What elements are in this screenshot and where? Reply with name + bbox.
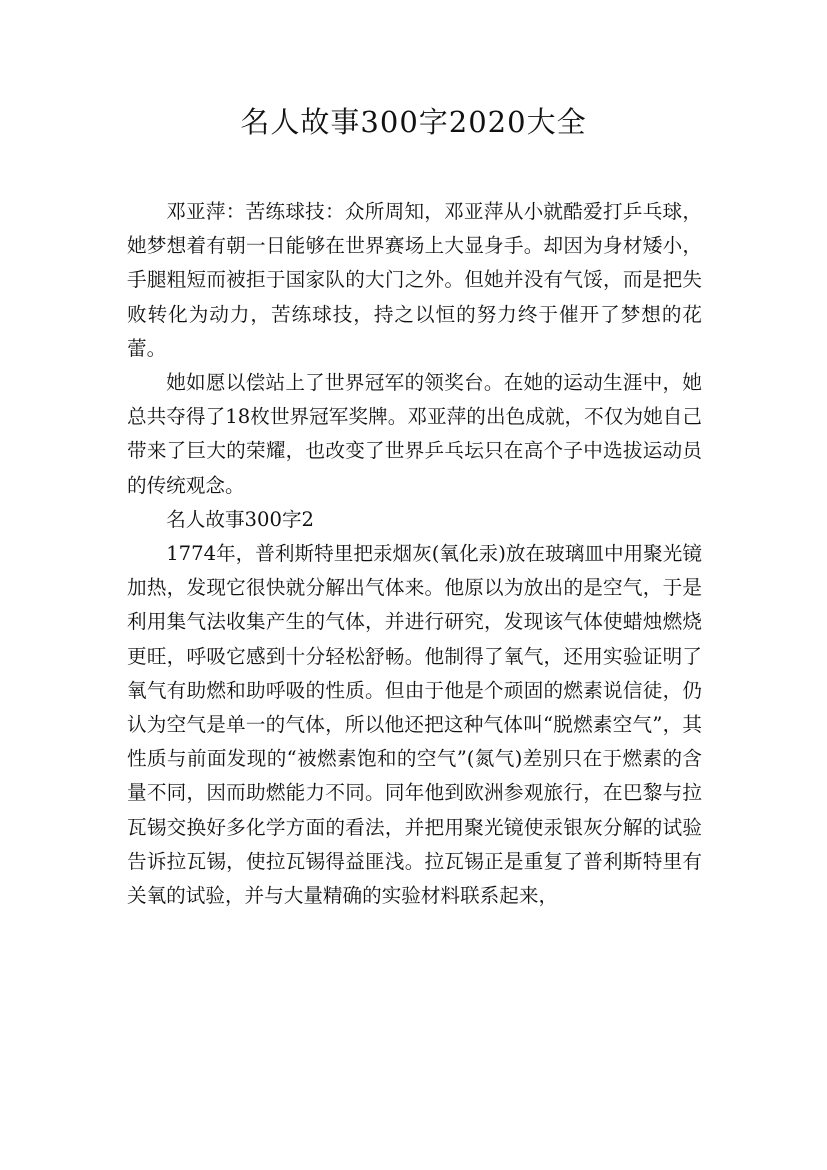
- paragraph-priestley-oxygen: 1774年，普利斯特里把汞烟灰(氧化汞)放在玻璃皿中用聚光镜加热，发现它很快就分解出气体来。他原以为放出的是空气，于是利用集气法收集产生的气体，并进行研究，发现该气体使蜡烛燃烧更旺，呼吸它感到十分轻松舒畅。他制得了氧气，还用实验证明了氧气有助燃和助呼吸的性质。但由于他是个顽固的燃素说信徒，仍认为空气是单一的气体，所以他还把这种气体叫“脱燃素空气”，其性质与前面发现的“被燃素饱和的空气”(氮气)差别只在于燃素的含量不同，因而助燃能力不同。同年他到欧洲参观旅行，在巴黎与拉瓦锡交换好多化学方面的看法，并把用聚光镜使汞银灰分解的试验告诉拉瓦锡，使拉瓦锡得益匪浅。拉瓦锡正是重复了普利斯特里有关氧的试验，并与大量精确的实验材料联系起来，: [127, 542, 702, 908]
- paragraph-deng-yaping-training: 邓亚萍：苦练球技：众所周知，邓亚萍从小就酷爱打乒乓球，她梦想着有朝一日能够在世界赛场上大显身手。却因为身材矮小，手腿粗短而被拒于国家队的大门之外。但她并没有气馁，而是把失败转化为动力，苦练球技，持之以恒的努力终于催开了梦想的花蕾。: [127, 200, 702, 360]
- document-body: [127, 195, 702, 913]
- paragraph-deng-yaping-champion: 她如愿以偿站上了世界冠军的领奖台。在她的运动生涯中，她总共夺得了18枚世界冠军奖牌。邓亚萍的出色成就，不仅为她自己带来了巨大的荣耀，也改变了世界乒乓坛只在高个子中选拔运动员的传统观念。: [127, 371, 702, 497]
- section-heading-story-2: 名人故事300字2: [166, 507, 315, 531]
- document-title: 名人故事300字2020大全: [240, 105, 587, 139]
